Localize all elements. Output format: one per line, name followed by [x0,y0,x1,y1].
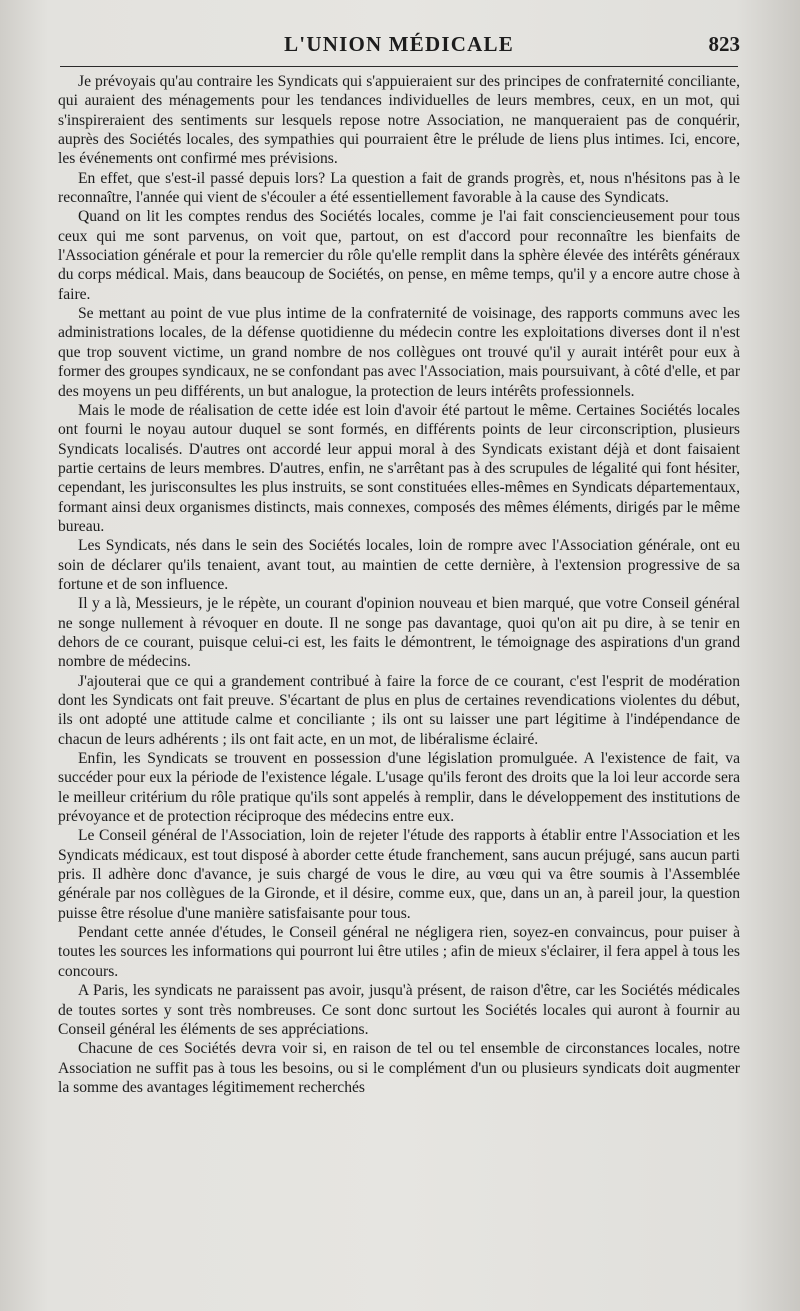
paragraph: Se mettant au point de vue plus intime de la confraternité de voisinage, des rapports communs avec les administrations locales, de la défense quotidienne du médecin contre les exploitations diverses dont il n'est que trop souvent victime, un grand nombre de nos collègues ont trouvé qu'il y aurait intérêt pour eux à former des groupes syndicaux, ne se confondant pas avec l'Association, mais poursuivant, à côté d'elle, et par des moyens un peu différents, un but analogue, la protection de leurs intérêts professionnels. [58,305,741,400]
paragraph: J'ajouterai que ce qui a grandement contribué à faire la force de ce courant, c'est l'esprit de modération dont les Syndicats ont fait preuve. S'écartant de plus en plus de certaines revendications violentes du début, ils ont adopté une attitude calme et conciliante ; ils ont su laisser une part légitime à l'indépendance de chacun de leurs adhérents ; ils ont fait acte, en un mot, de libéralisme éclairé. [58,672,740,748]
paragraph: Le Conseil général de l'Association, loin de rejeter l'étude des rapports à établir entre l'Association et les Syndicats médicaux, est tout disposé à aborder cette étude franchement, sans aucun préjugé, sans aucun parti pris. Il adhère donc d'avance, je suis chargé de vous le dire, au vœu qui va être soumis à l'Assemblée générale par nos collègues de la Gironde, et il désire, comme eux, que, dans un an, à pareil jour, la question puisse être résolue d'une manière satisfaisante pour tous. [58,827,740,922]
paragraph: A Paris, les syndicats ne paraissent pas avoir, jusqu'à présent, de raison d'être, car les Sociétés médicales de toutes sortes y sont très nombreuses. Ce sont donc surtout les Sociétés locales qui auront à fournir au Conseil général les éléments de ses appréciations. [58,982,740,1038]
paragraph: Il y a là, Messieurs, je le répète, un courant d'opinion nouveau et bien marqué, que votre Conseil général ne songe nullement à révoquer en doute. Il ne songe pas davantage, quoi qu'on ait pu dire, à se tenir en dehors de ce courant, puisque celui-ci est, les faits le démontrent, le témoignage des aspirations d'un grand nombre de médecins. [58,595,740,671]
paragraph: Pendant cette année d'études, le Conseil général ne négligera rien, soyez-en convaincus, pour puiser à toutes les sources les informations qui pourront lui être utiles ; afin de mieux s'éclairer, il fera appel à tous les concours. [58,924,740,980]
paragraph: Enfin, les Syndicats se trouvent en possession d'une législation promulguée. A l'existence de fait, va succéder pour eux la période de l'existence légale. L'usage qu'ils feront des droits que la loi leur accorde sera le meilleur critérium du rôle pratique qu'ils sont appelés à remplir, dans le développement des institutions de prévoyance et de protection réciproque des médecins entre eux. [58,750,740,826]
page-header [58,28,740,68]
body-text [58,72,740,1097]
paragraph: Chacune de ces Sociétés devra voir si, en raison de tel ou tel ensemble de circonstances locales, notre Association ne suffit pas à tous les besoins, ou si le complément d'un ou plusieurs syndicats doit augmenter la somme des avantages légitimement recherchés [58,1040,740,1096]
page-number: 823 [708,32,740,56]
running-title: L'UNION MÉDICALE [284,32,514,56]
header-rule [60,66,738,67]
paragraph: Mais le mode de réalisation de cette idée est loin d'avoir été partout le même. Certaines Sociétés locales ont fourni le noyau autour duquel se sont formés, en différents points de leur circonscription, plusieurs Syndicats localisés. D'autres ont accordé leur appui moral à des Syndicats existant déjà et dont faisaient partie certains de leurs membres. D'autres, enfin, ne s'arrêtant pas à des scrupules de légalité qui font hésiter, cependant, les jurisconsultes les plus instruits, se sont constituées elles-mêmes en Syndicats départementaux, formant ainsi deux organismes distincts, mais connexes, composés des mêmes éléments, dirigés par le même bureau. [58,401,740,535]
paragraph: En effet, que s'est-il passé depuis lors? La question a fait de grands progrès, et, nous n'hésitons pas à le reconnaître, l'année qui vient de s'écouler a été essentiellement favorable à la cause des Syndicats. [58,169,740,207]
paragraph: Les Syndicats, nés dans le sein des Sociétés locales, loin de rompre avec l'Association générale, ont eu soin de déclarer qu'ils tenaient, avant tout, au maintien de cette dernière, à l'extension progressive de sa fortune et de son influence. [58,537,740,593]
paragraph: Quand on lit les comptes rendus des Sociétés locales, comme je l'ai fait consciencieusement pour tous ceux qui me sont parvenus, on voit que, partout, on est d'accord pour reconnaître les bienfaits de l'Association générale et pour la remercier du rôle qu'elle remplit dans la sphère élevée des intérêts généraux du corps médical. Mais, dans beaucoup de Sociétés, on pense, en même temps, qu'il y a encore autre chose à faire. [58,208,740,303]
paragraph: Je prévoyais qu'au contraire les Syndicats qui s'appuieraient sur des principes de confraternité conciliante, qui auraient des ménagements pour les tendances individuelles de leurs membres, ceux, en un mot, qui s'inspireraient des sentiments sur lesquels repose notre Association, ne manqueraient pas de conquérir, auprès des Sociétés locales, des sympathies qui pourraient être le prélude de liens plus intimes. Ici, encore, les événements ont confirmé mes prévisions. [58,73,740,168]
